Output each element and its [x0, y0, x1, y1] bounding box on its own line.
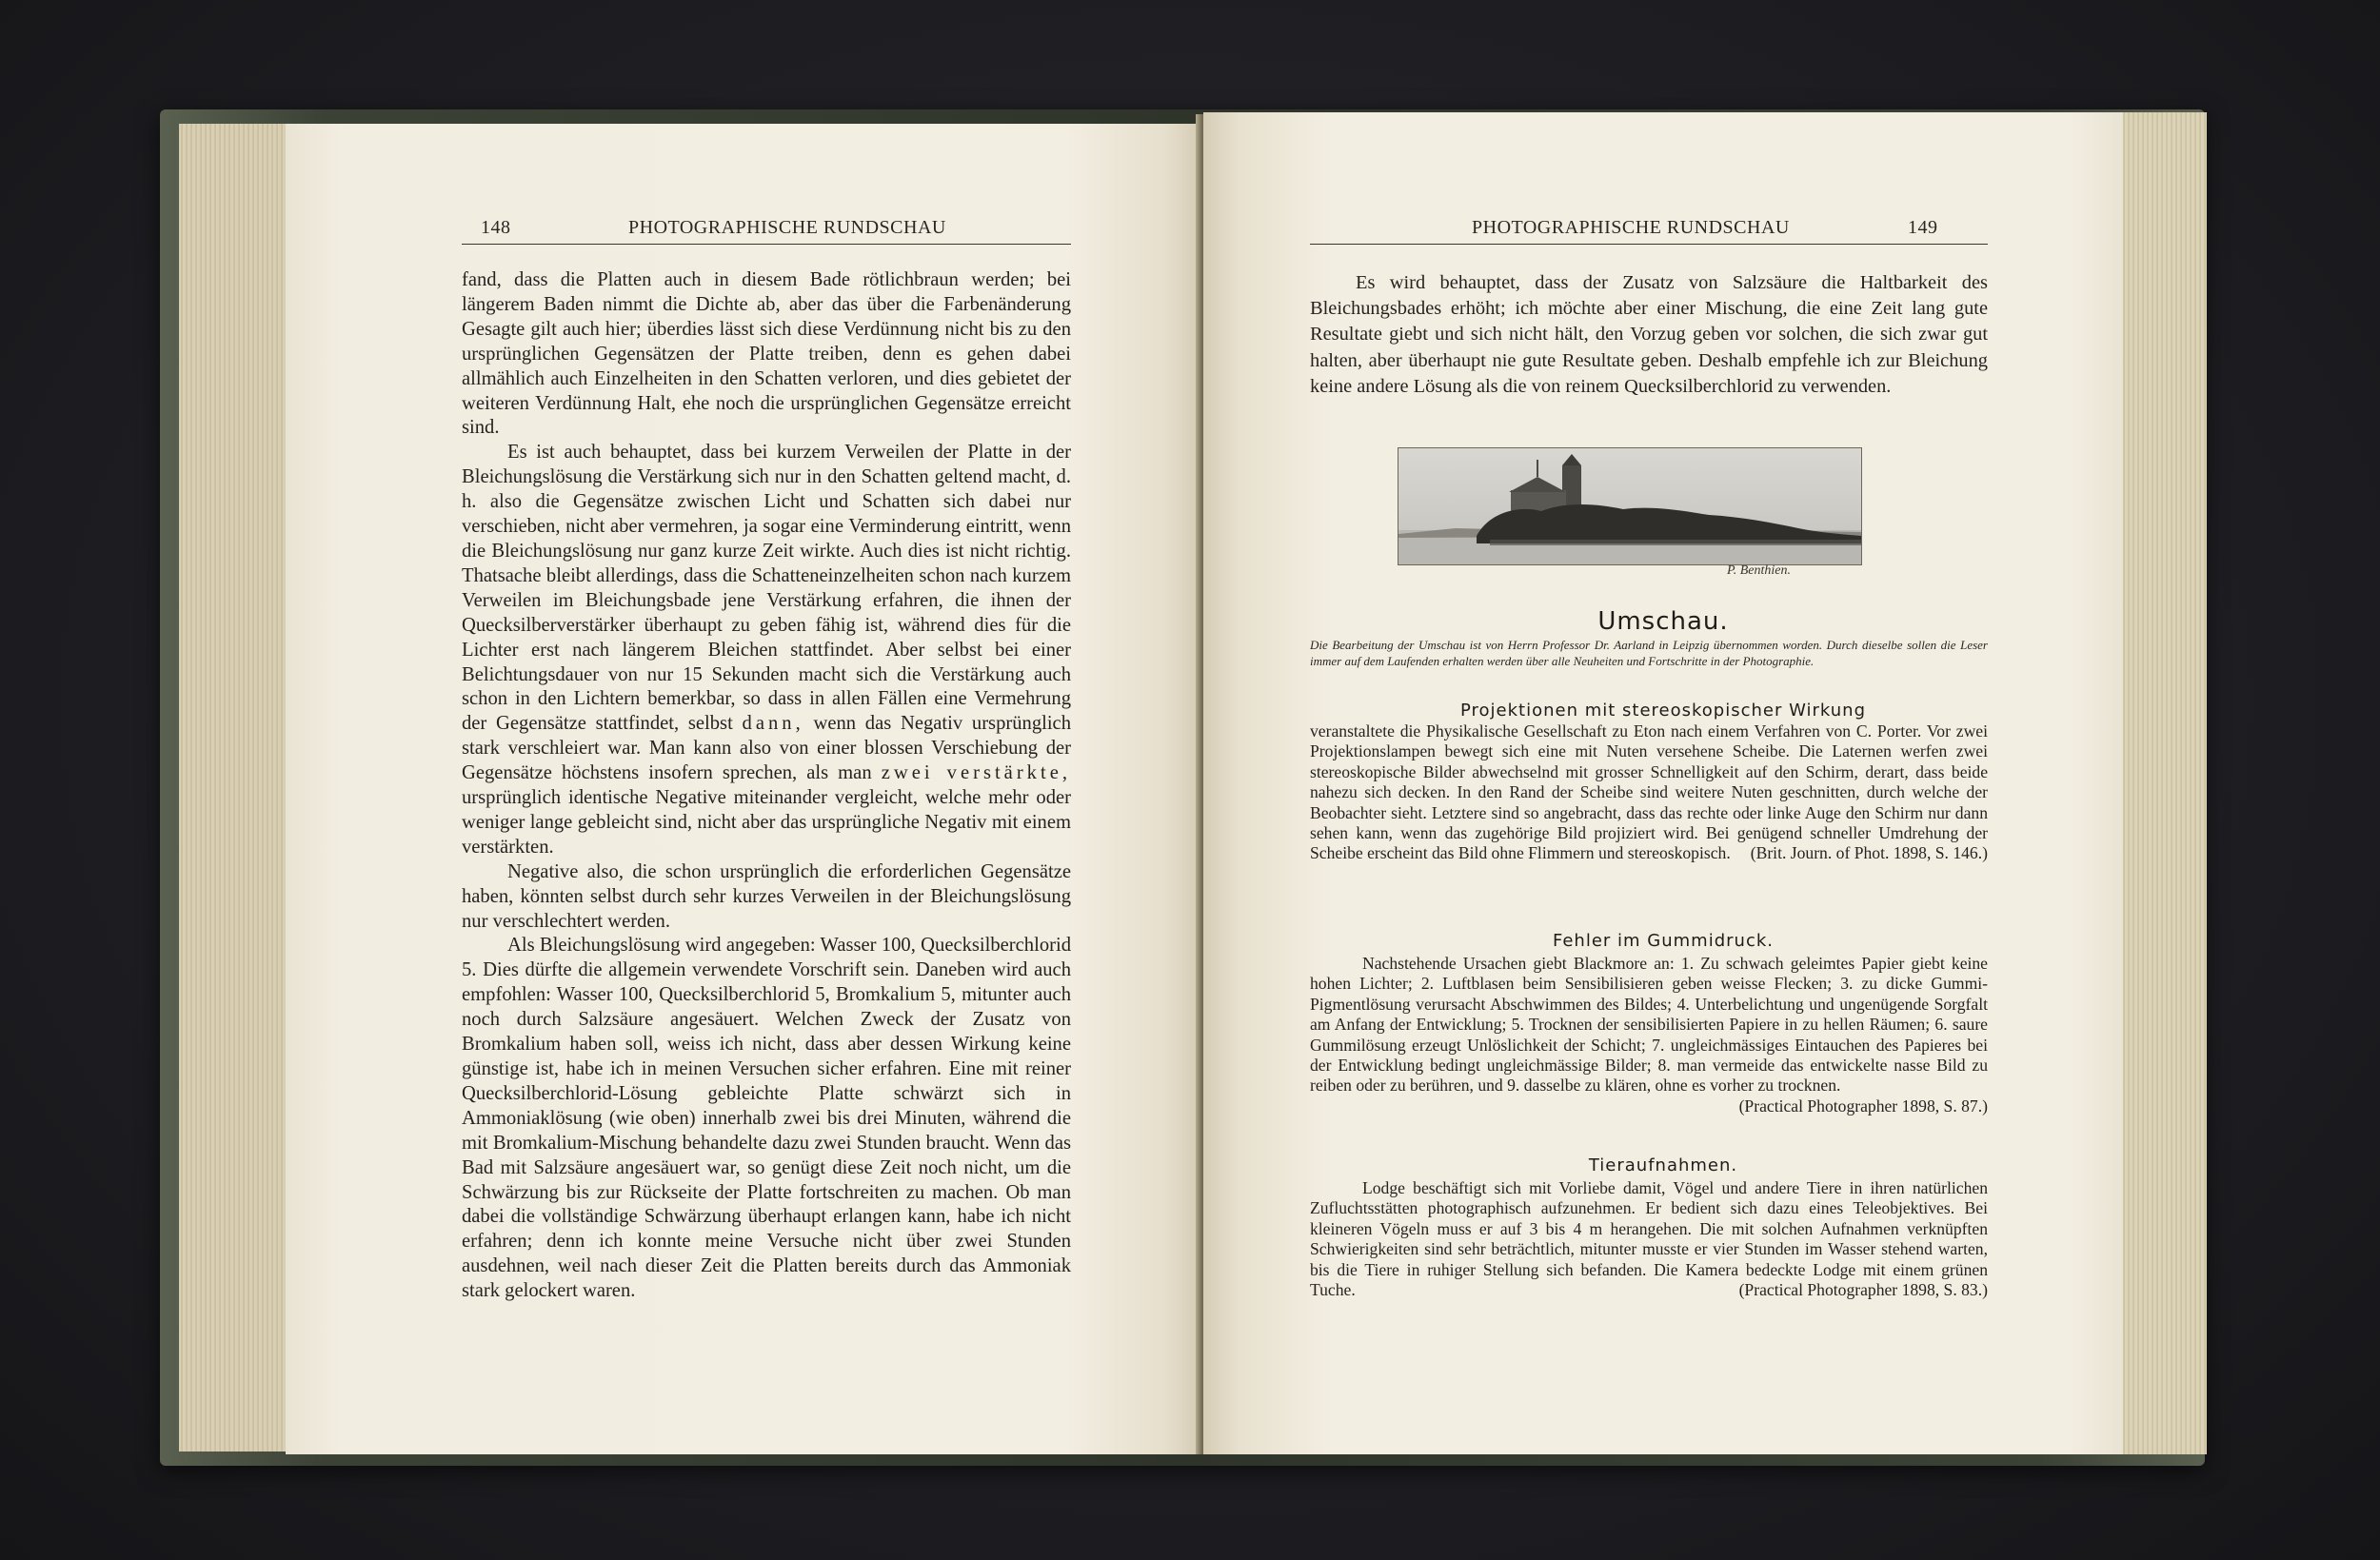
article-title: Projektionen mit stereoskopischer Wirkung — [1459, 701, 1867, 721]
emphasized-word: zwei verstärkte, — [881, 762, 1071, 784]
paragraph: Als Bleichungslösung wird angegeben: Wasser 100, Quecksilberchlorid 5. Dies dürfte die allgemein verwendete Vorschrift sein. Daneben wird auch empfohlen: Wasser 100, Quecksilberchlorid 5, Bromkalium 5, mitunter auch noch durch Salzsäure angesäuert. Welchen Zweck der Zusatz von Bromkalium haben soll, weiss ich nicht, dass aber dessen Wirkung keine günstige ist, habe ich in meinen Versuchen sicher erfahren. Eine mit reiner Quecksilberchlorid-Lösung gebleichte Platte schwärzt sich in Ammoniaklösung (wie oben) innerhalb zwei bis drei Minuten, während die mit Bromkalium-Mischung behandelte dazu zwei Stunden braucht. Wenn das Bad mit Salzsäure angesäuert war, so genügt diese Zeit noch nicht, um die Schwärzung bis zur Rückseite der Platte fortschreiten zu machen. Ob man dabei die vollständige Schwärzung überhaupt erlangen kann, habe ich nicht erfahren; denn ich konnte meine Versuche nicht über zwei Stunden ausdehnen, weil nach dieser Zeit die Platten bereits durch das Ammoniak stark gelockert waren. — [462, 935, 1071, 1302]
citation: (Practical Photographer 1898, S. 87.) — [1738, 1096, 1988, 1116]
article-title: Fehler im Gummidruck. — [1552, 931, 1774, 951]
landscape-photograph — [1398, 447, 1862, 565]
right-page — [1203, 112, 2123, 1454]
paragraph: Es ist auch behauptet, dass bei kurzem Verweilen der Platte in der Bleichungslösung die Verstärkung sich nur in den Schatten geltend macht, d. h. also die Gegensätze zwischen Licht und Schatten sich dabei nur verschieben, nicht aber vermehren, ja sogar eine Verminderung eintritt, wenn die Bleichungslösung nur ganz kurze Zeit wirkte. Auch dies ist nicht richtig. Thatsache bleibt allerdings, dass die Schatteneinzelheiten schon nach kurzem Verweilen im Bleichungsbade jene Verstärkung erfahren, die ihnen der Quecksilberverstärker überhaupt zu geben fähig ist, während dies für die Lichter erst nach längerem Bleichen stattfindet. Aber selbst bei einer Belichtungsdauer von nur 15 Sekunden macht sich die Verstärkung auch schon in den Lichtern bemerkbar, so dass in allen Fällen eine Vermehrung der Gegensätze stattfindet, selbst dann, wenn das Negativ ursprünglich stark verschleiert war. Man kann also von einer blossen Verschiebung der Gegensätze höchstens insofern sprechen, als man zwei verstärkte, ursprünglich identische Negative miteinander vergleicht, welche mehr oder weniger lange gebleicht sind, nicht aber das ursprüngliche Negativ mit einem verstärkten. — [462, 442, 1071, 858]
article-body: Nachstehende Ursachen giebt Blackmore an: 1. Zu schwach geleimtes Papier giebt keine hohen Lichter; 2. Luftblasen beim Sensibilisieren geben weisse Flecken; 3. zu dicke Gummi-Pigmentlösung verursacht Abschwimmen des Bildes; 4. Unterbelichtung und ungenügende Sorgfalt am Anfang der Entwicklung; 5. Trocknen der sensibilisierten Papiere in zu hellen Räumen; 6. saure Gummilösung erzeugt Unlöslichkeit der Schicht; 7. ungleichmässiges Eintauchen des Papieres bei der Entwicklung bedingt ungleichmässige Bilder; 8. man vermeide das entwickelte nasse Bild zu reiben oder zu berühren, und 9. dasselbe zu klären, ohne es vorher zu trocknen. (Practical Photographer 1898, S. 87.) — [1310, 954, 1988, 1116]
article-body: Lodge beschäftigt sich mit Vorliebe damit, Vögel und andere Tiere in ihren natürlichen Zufluchtsstätten photographisch aufzunehmen. Er bedient sich dazu eines Teleobjektives. Bei kleineren Vögeln muss er auf 3 bis 4 m herangehen. Die mit solchen Aufnahmen verknüpften Schwierigkeiten sind sehr beträchtlich, mitunter musste er vier Stunden im Wasser stehend warten, bis die Tiere in ruhiger Stellung sich befanden. Die Kamera bedeckte Lodge mit einem grünen Tuche. (Practical Photographer 1898, S. 83.) — [1310, 1178, 1988, 1300]
paragraph: Es wird behauptet, dass der Zusatz von Salzsäure die Haltbarkeit des Bleichungsbades erhöht; ich möchte aber einer Mischung, die eine Zeit lang gute Resultate giebt und sich nicht hält, den Vorzug geben vor solchen, die sich zwar gut halten, aber überhaupt nie gute Resultate geben. Deshalb empfehle ich zur Bleichung keine andere Lösung als die von reinem Quecksilberchlorid zu verwenden. — [1310, 272, 1988, 397]
paragraph: fand, dass die Platten auch in diesem Bade rötlichbraun werden; bei längerem Baden nimmt die Dichte ab, aber das über die Farbenänderung Gesagte gilt auch hier; überdies lässt sich diese Verdünnung nicht bis zu den ursprünglichen Gegensätzen der Platte treiben, denn es gehen dabei allmählich auch Einzelheiten in den Schatten verloren, und dies gebietet der weiteren Verdünnung Halt, ehe noch die ursprünglichen Gegensätze erreicht sind. — [462, 269, 1071, 439]
header-rule-left — [462, 244, 1071, 245]
page-edges-left — [179, 124, 291, 1451]
page-number-left: 148 — [481, 217, 511, 238]
page-number-right: 149 — [1908, 217, 1938, 238]
citation: (Brit. Journ. of Phot. 1898, S. 146.) — [1750, 843, 1988, 863]
photo-caption: P. Benthien. — [1727, 563, 1792, 578]
editor-note: Die Bearbeitung der Umschau ist von Herrn Professor Dr. Aarland in Leipzig übernommen worden. Durch dieselbe sollen die Leser immer auf dem Laufenden erhalten werden über alle Neuheiten und Fortschritte in der Photographie. — [1310, 638, 1988, 668]
running-title-right: PHOTOGRAPHISCHE RUNDSCHAU — [1472, 217, 1790, 238]
article-title: Tieraufnahmen. — [1588, 1155, 1738, 1175]
paragraph: Negative also, die schon ursprünglich die erforderlichen Gegensätze haben, könnten selbst durch sehr kurzes Verweilen in der Bleichungslösung nur verschlechtert werden. — [462, 860, 1071, 932]
left-page — [286, 124, 1201, 1454]
right-intro-text — [1310, 270, 1988, 400]
page-edges-right — [2121, 112, 2207, 1454]
emphasized-word: dann, — [742, 713, 804, 735]
header-rule-right — [1310, 244, 1988, 245]
running-title-left: PHOTOGRAPHISCHE RUNDSCHAU — [628, 217, 946, 238]
article-body: veranstaltete die Physikalische Gesellschaft zu Eton nach einem Verfahren von C. Porter. Vor zwei Projektionslampen bewegt sich eine mit Nuten versehene Scheibe. Die Laternen werfen zwei stereoskopische Bilder abwechselnd mit grosser Schnelligkeit auf den Schirm, derart, dass beide nahezu sich decken. In den Rand der Scheibe sind weitere Nuten geschnitten, durch welche der Beobachter sieht. Letztere sind so angebracht, dass das rechte oder linke Auge den Schirm nur dann sehen kann, wenn das zugehörige Bild projiziert wird. Bei genügend schneller Umdrehung der Scheibe erscheint das Bild ohne Flimmern und stereoskopisch. (Brit. Journ. of Phot. 1898, S. 146.) — [1310, 721, 1988, 863]
section-heading-umschau: Umschau. — [1597, 607, 1729, 636]
left-body-text — [462, 268, 1071, 1304]
citation: (Practical Photographer 1898, S. 83.) — [1738, 1280, 1988, 1300]
church-island-image — [1398, 448, 1861, 564]
